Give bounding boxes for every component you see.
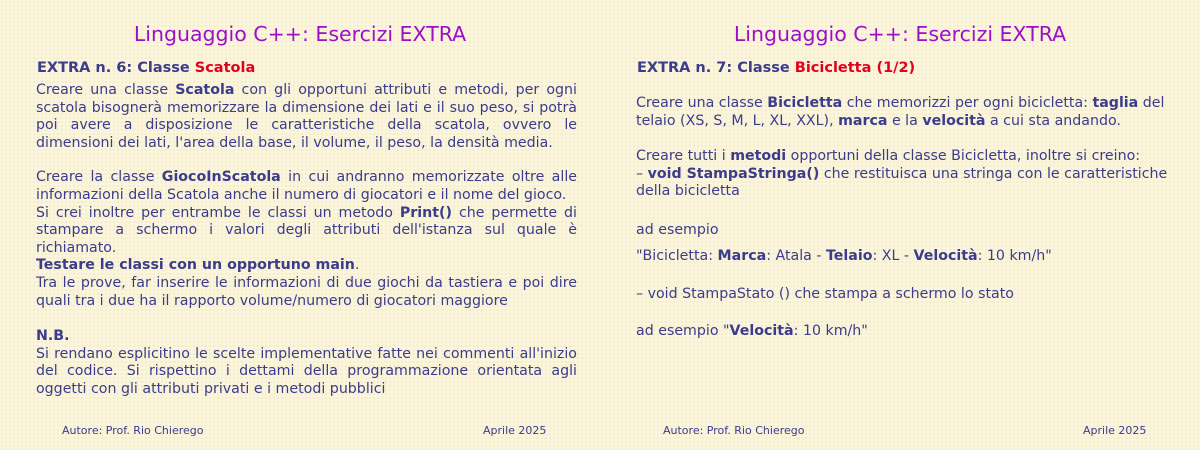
- text: Velocità: [729, 322, 794, 339]
- text: Creare tutti i: [636, 148, 731, 165]
- footer-date: Aprile 2025: [483, 424, 547, 437]
- text: –: [636, 165, 648, 182]
- example-stato: [636, 323, 1171, 341]
- footer-author: Autore: Prof. Rio Chierego: [663, 424, 805, 437]
- paragraph-metodi: [636, 148, 1171, 166]
- paragraph-stampastato: – void StampaStato () che stampa a schermo lo stato: [636, 286, 1014, 303]
- text: e la: [887, 112, 923, 129]
- attr-name: marca: [838, 112, 888, 129]
- paragraph-bicicletta: [636, 95, 1171, 130]
- heading-prefix: EXTRA n. 6: Classe: [37, 60, 195, 76]
- text: N.B.: [36, 328, 70, 345]
- text: Marca: [717, 247, 767, 264]
- nb-text: Si rendano esplicitino le scelte implementative fatte nei commenti all'inizio del codice. Si rispettino i dettami della programmazione orientata agli oggetti con gli attributi privati e i metodi pubblici: [36, 345, 577, 397]
- text: "Bicicletta:: [636, 247, 718, 264]
- exercise-body: [36, 82, 577, 399]
- text: .: [354, 257, 360, 274]
- text: che restituisca una stringa con le caratteristiche della bicicletta: [636, 165, 1168, 200]
- heading-highlight: Bicicletta (1/2): [794, 60, 916, 76]
- keyword: metodi: [730, 148, 787, 165]
- exercise-body: [636, 95, 1171, 201]
- footer-author: Autore: Prof. Rio Chierego: [62, 424, 204, 437]
- paragraph-prove: Tra le prove, far inserire le informazioni di due giochi da tastiera e poi dire quali tra i due ha il rapporto volume/numero di giocatori maggiore: [36, 274, 577, 309]
- text: con gli opportuni attributi e metodi, per ogni scatola bisognerà memorizzare la dimensione dei lati e il suo peso, si potrà poi avere a disposizione le caratteristiche della scatola, ovvero le dimensioni dei lati, l'area della base, il volume, il peso, la densità media.: [36, 82, 577, 151]
- exercise-heading: [637, 60, 915, 76]
- text: Creare una classe: [636, 95, 768, 111]
- heading-highlight: Scatola: [194, 60, 256, 76]
- text: in cui andranno memorizzate oltre alle informazioni della Scatola anche il numero di giocatori e il nome del gioco.: [36, 169, 577, 203]
- paragraph-print: [36, 205, 577, 258]
- slide-title: Linguaggio C++: Esercizi EXTRA: [733, 22, 1067, 46]
- paragraph-test: [36, 257, 577, 275]
- text: Si crei inoltre per entrambe le classi un metodo: [36, 204, 400, 221]
- attr-name: velocità: [922, 112, 986, 129]
- text: : Atala -: [766, 247, 826, 264]
- text: : 10 km/h": [977, 247, 1052, 264]
- exercise-heading: [37, 60, 255, 76]
- paragraph-stampastringa: [636, 166, 1171, 201]
- heading-prefix: EXTRA n. 7: Classe: [637, 60, 795, 76]
- footer-date: Aprile 2025: [1083, 424, 1147, 437]
- class-name: Bicicletta: [767, 95, 843, 111]
- slide-title: Linguaggio C++: Esercizi EXTRA: [133, 22, 467, 46]
- example-string: [636, 248, 1171, 266]
- method-name: Print(): [399, 204, 453, 221]
- nb-title: [36, 328, 577, 346]
- paragraph-gioco: [36, 169, 577, 204]
- method-name: void StampaStringa(): [647, 165, 820, 182]
- text: che memorizzi per ogni bicicletta:: [842, 95, 1093, 111]
- text: : XL -: [872, 247, 914, 264]
- text: ad esempio ": [636, 322, 730, 339]
- attr-name: taglia: [1092, 95, 1139, 111]
- paragraph-scatola: [36, 82, 577, 152]
- example-label: ad esempio: [636, 222, 719, 238]
- text: a cui sta andando.: [985, 112, 1121, 129]
- text: che permette di stampare a schermo i valori degli attributi dell'istanza sul quale è richiamato.: [36, 204, 577, 256]
- text: Creare una classe: [36, 82, 176, 98]
- class-name: Scatola: [175, 82, 235, 98]
- text: del telaio (XS, S, M, L, XL, XXL),: [636, 95, 1165, 129]
- examples: [636, 222, 1171, 340]
- text: Velocità: [913, 247, 978, 264]
- text: Creare la classe: [36, 169, 162, 186]
- text: : 10 km/h": [793, 322, 868, 339]
- text: Testare le classi con un opportuno main: [36, 257, 355, 274]
- slide-right: [600, 0, 1200, 450]
- class-name: GiocoInScatola: [161, 169, 281, 186]
- text: opportuni della classe Bicicletta, inoltre si creino:: [786, 148, 1141, 165]
- text: Telaio: [826, 247, 873, 264]
